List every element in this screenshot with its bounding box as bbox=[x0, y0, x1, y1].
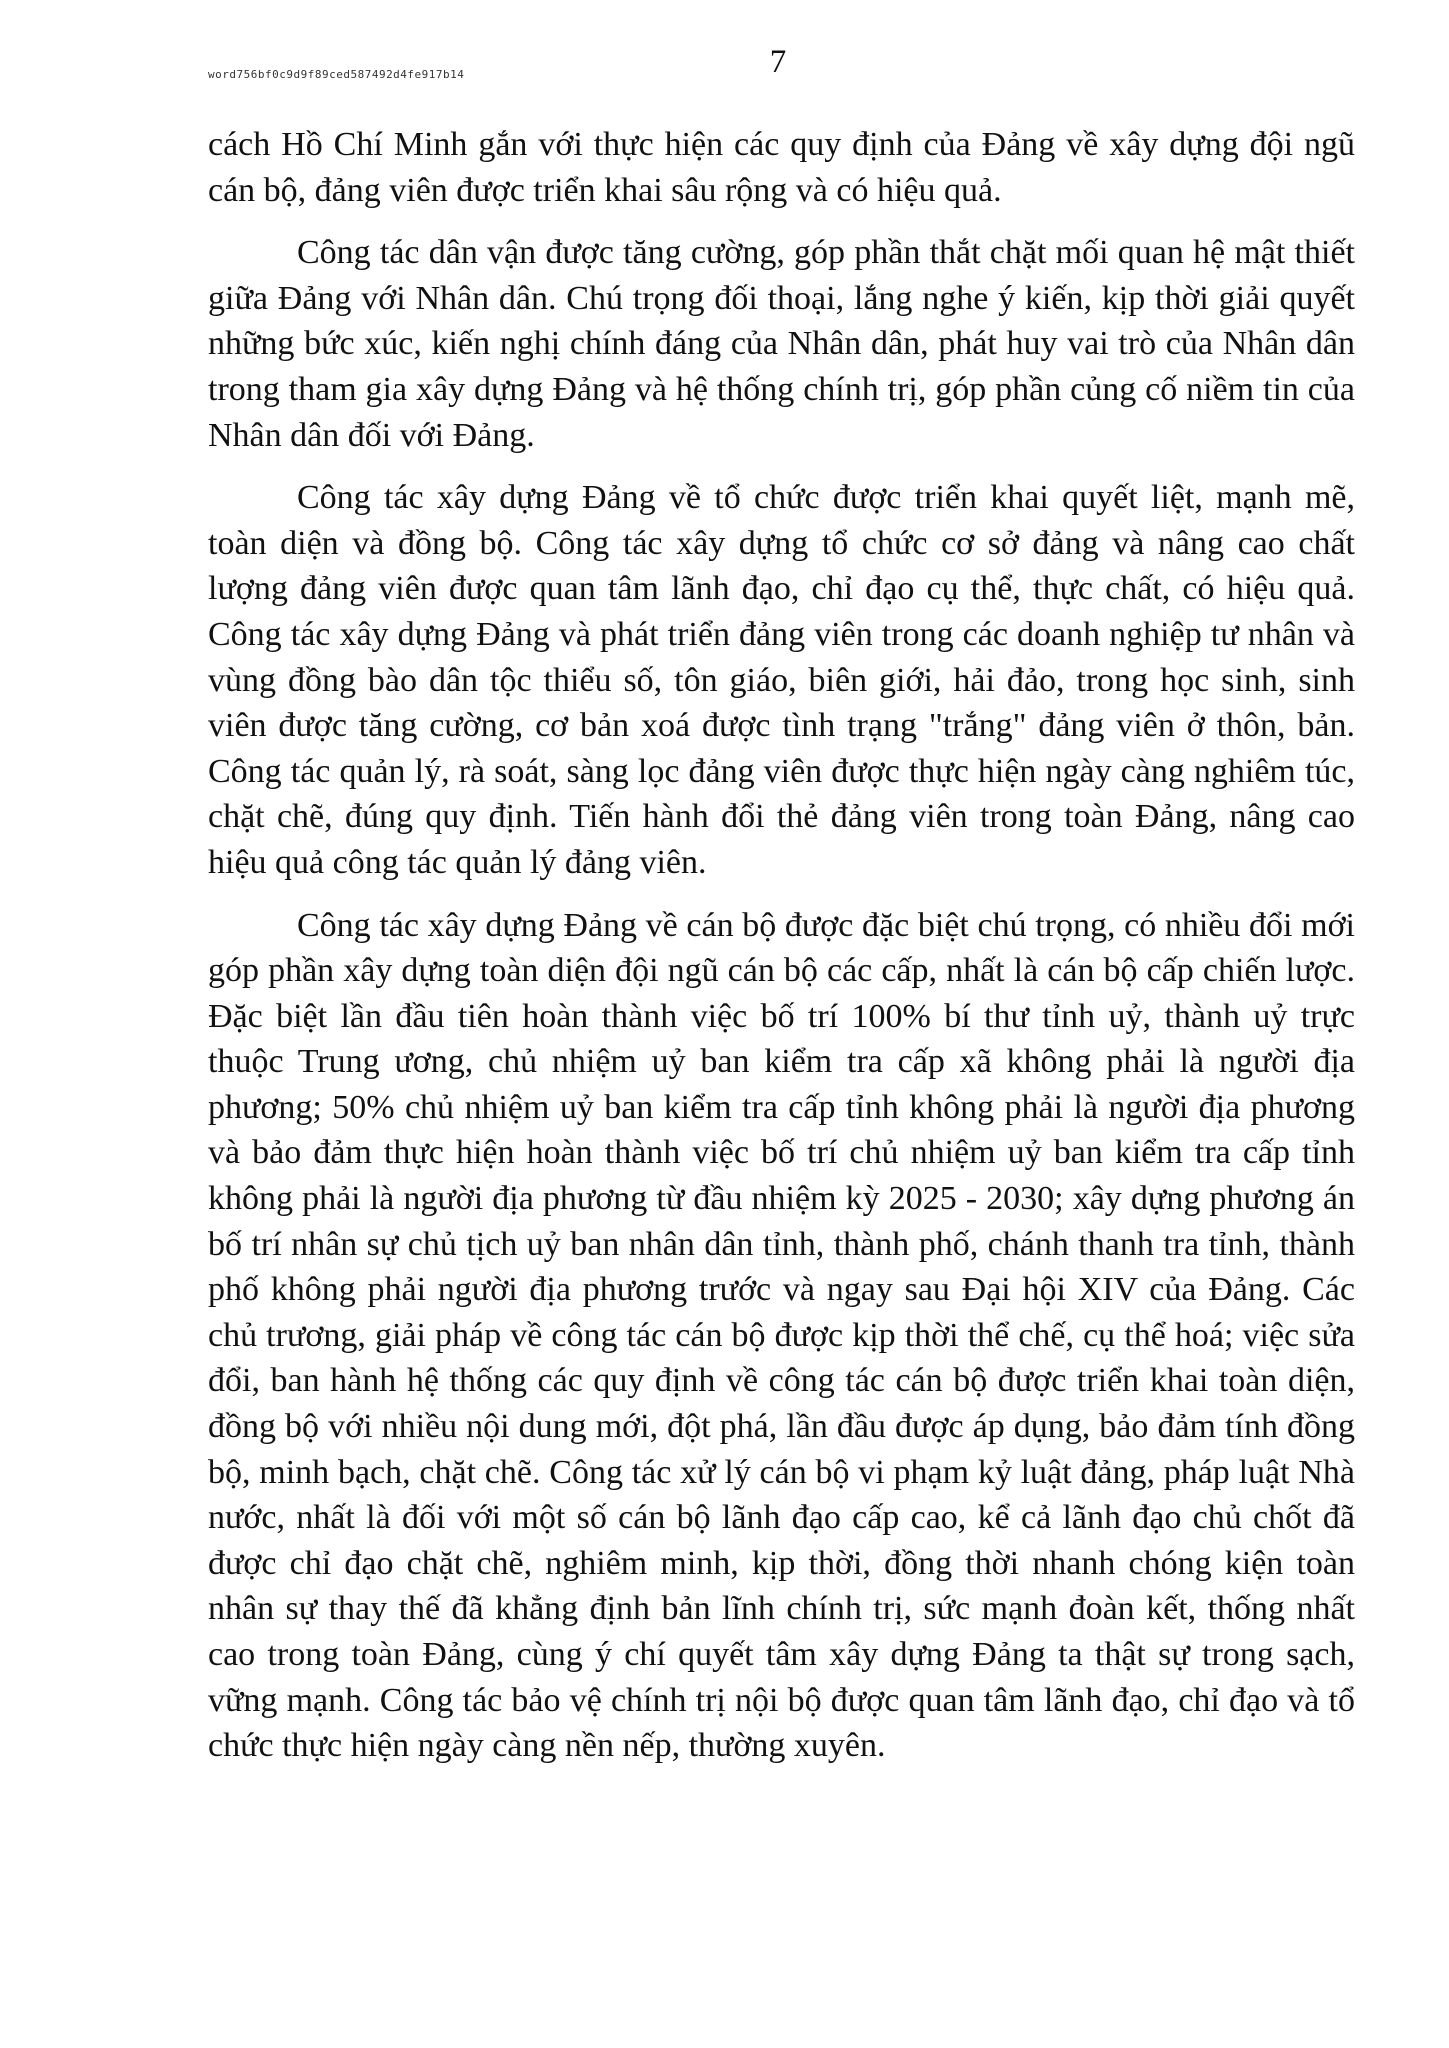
page-body bbox=[208, 122, 1355, 1786]
page-number: 7 bbox=[769, 44, 787, 80]
paragraph-mass-mobilization: Công tác dân vận được tăng cường, góp phần thắt chặt mối quan hệ mật thiết giữa Đảng với Nhân dân. Chú trọng đối thoại, lắng nghe ý kiến, kịp thời giải quyết những bức xúc, kiến nghị chính đáng của Nhân dân, phát huy vai trò của Nhân dân trong tham gia xây dựng Đảng và hệ thống chính trị, góp phần củng cố niềm tin của Nhân dân đối với Đảng. bbox=[208, 234, 1355, 454]
paragraph-organization-building: Công tác xây dựng Đảng về tổ chức được triển khai quyết liệt, mạnh mẽ, toàn diện và đồng bộ. Công tác xây dựng tổ chức cơ sở đảng và nâng cao chất lượng đảng viên được quan tâm lãnh đạo, chỉ đạo cụ thể, thực chất, có hiệu quả. Công tác xây dựng Đảng và phát triển đảng viên trong các doanh nghiệp tư nhân và vùng đồng bào dân tộc thiểu số, tôn giáo, biên giới, hải đảo, trong học sinh, sinh viên được tăng cường, cơ bản xoá được tình trạng "trắng" đảng viên ở thôn, bản. Công tác quản lý, rà soát, sàng lọc đảng viên được thực hiện ngày càng nghiêm túc, chặt chẽ, đúng quy định. Tiến hành đổi thẻ đảng viên trong toàn Đảng, nâng cao hiệu quả công tác quản lý đảng viên. bbox=[208, 479, 1355, 881]
document-id: word756bf0c9d9f89ced587492d4fe917b14 bbox=[208, 68, 465, 81]
paragraph-continued: cách Hồ Chí Minh gắn với thực hiện các quy định của Đảng về xây dựng đội ngũ cán bộ, đảng viên được triển khai sâu rộng và có hiệu quả. bbox=[208, 126, 1355, 209]
paragraph-cadre-building: Công tác xây dựng Đảng về cán bộ được đặc biệt chú trọng, có nhiều đổi mới góp phần xây dựng toàn diện đội ngũ cán bộ các cấp, nhất là cán bộ cấp chiến lược. Đặc biệt lần đầu tiên hoàn thành việc bố trí 100% bí thư tỉnh uỷ, thành uỷ trực thuộc Trung ương, chủ nhiệm uỷ ban kiểm tra cấp xã không phải là người địa phương; 50% chủ nhiệm uỷ ban kiểm tra cấp tỉnh không phải là người địa phương và bảo đảm thực hiện hoàn thành việc bố trí chủ nhiệm uỷ ban kiểm tra cấp tỉnh không phải là người địa phương từ đầu nhiệm kỳ 2025 - 2030; xây dựng phương án bố trí nhân sự chủ tịch uỷ ban nhân dân tỉnh, thành phố, chánh thanh tra tỉnh, thành phố không phải người địa phương trước và ngay sau Đại hội XIV của Đảng. Các chủ trương, giải pháp về công tác cán bộ được kịp thời thể chế, cụ thể hoá; việc sửa đổi, ban hành hệ thống các quy định về công tác cán bộ được triển khai toàn diện, đồng bộ với nhiều nội dung mới, đột phá, lần đầu được áp dụng, bảo đảm tính đồng bộ, minh bạch, chặt chẽ. Công tác xử lý cán bộ vi phạm kỷ luật đảng, pháp luật Nhà nước, nhất là đối với một số cán bộ lãnh đạo cấp cao, kể cả lãnh đạo chủ chốt đã được chỉ đạo chặt chẽ, nghiêm minh, kịp thời, đồng thời nhanh chóng kiện toàn nhân sự thay thế đã khẳng định bản lĩnh chính trị, sức mạnh đoàn kết, thống nhất cao trong toàn Đảng, cùng ý chí quyết tâm xây dựng Đảng ta thật sự trong sạch, vững mạnh. Công tác bảo vệ chính trị nội bộ được quan tâm lãnh đạo, chỉ đạo và tổ chức thực hiện ngày càng nền nếp, thường xuyên. bbox=[208, 906, 1355, 1765]
